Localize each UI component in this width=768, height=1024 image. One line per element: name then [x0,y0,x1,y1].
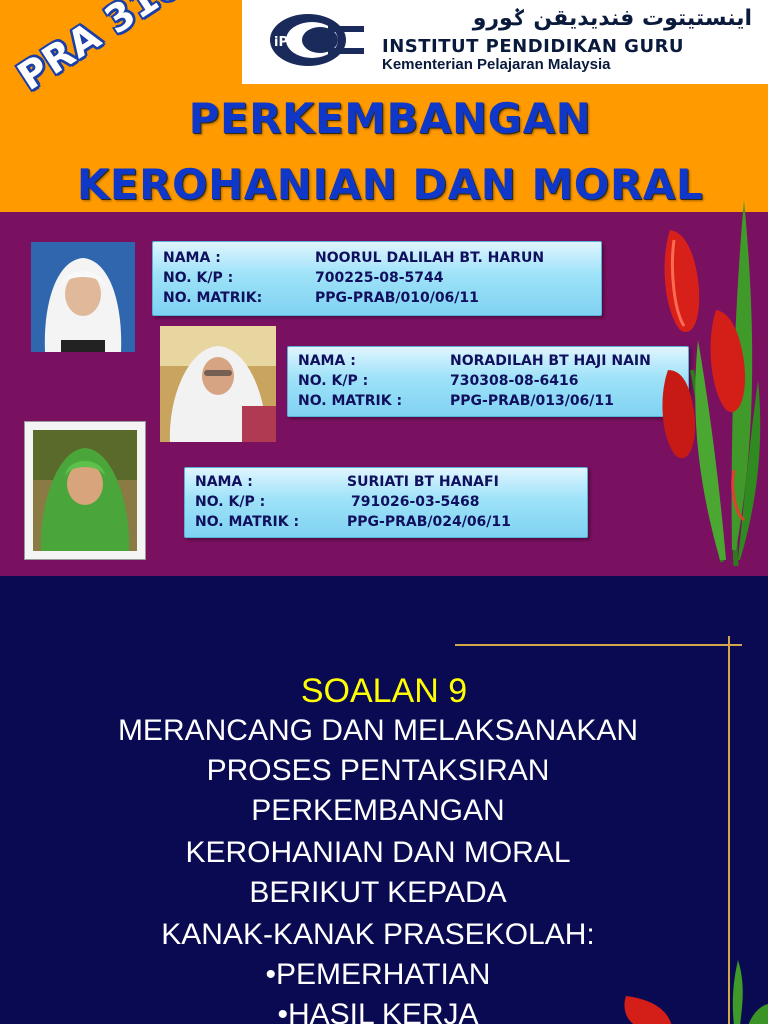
member-name: NOORUL DALILAH BT. HARUN [315,250,545,266]
name-label: NAMA : [163,250,221,266]
ic-label: NO. K/P : [298,373,369,389]
question-line: PROSES PENTAKSIRAN [206,754,550,787]
slide-title-line2: KEROHANIAN DAN MORAL [76,160,704,209]
member-info-1 [152,241,602,316]
member-name: NORADILAH BT HAJI NAIN [450,353,651,369]
member-photo-1 [31,242,135,352]
portrait-image [160,326,276,442]
ic-label: NO. K/P : [195,494,266,510]
member-photo-3 [24,421,146,560]
member-ic: 700225-08-5744 [315,270,444,286]
question-line: KEROHANIAN DAN MORAL [185,836,571,869]
member-photo-2 [160,326,276,442]
tulip-flowers-icon [620,956,768,1024]
logo-mark-text: iPG [274,35,299,50]
question-title: SOALAN 9 [300,672,468,710]
name-label: NAMA : [195,474,253,490]
member-name: SURIATI BT HANAFI [347,474,499,490]
slide-title-line1: PERKEMBANGAN [188,94,592,143]
institute-logo [242,0,768,84]
logo-subtitle: Kementerian Pelajaran Malaysia [382,56,611,73]
member-ic: 791026-03-5468 [351,494,480,510]
ipg-logo-icon [268,12,364,68]
ic-label: NO. K/P : [163,270,234,286]
question-slide [0,576,768,1024]
member-ic: 730308-08-6416 [450,373,579,389]
question-line: BERIKUT KEPADA [249,876,507,909]
question-line: •HASIL KERJA [277,998,479,1024]
member-info-3 [184,467,588,538]
matric-label: NO. MATRIK: [163,290,263,306]
question-line: KANAK-KANAK PRASEKOLAH: [161,918,595,951]
member-matric: PPG-PRAB/024/06/11 [347,514,511,530]
photo-frame [33,430,137,551]
tulip-flowers-icon [640,170,768,570]
question-line: MERANCANG DAN MELAKSANAKAN [117,714,639,747]
gold-rule-horizontal [455,644,742,646]
logo-title: INSTITUT PENDIDIKAN GURU [382,36,685,57]
name-label: NAMA : [298,353,356,369]
member-matric: PPG-PRAB/013/06/11 [450,393,614,409]
member-info-2 [287,346,689,417]
question-line: •PEMERHATIAN [265,958,491,991]
matric-label: NO. MATRIK : [298,393,403,409]
member-matric: PPG-PRAB/010/06/11 [315,290,479,306]
portrait-image [31,242,135,352]
question-line: PERKEMBANGAN [251,794,505,827]
matric-label: NO. MATRIK : [195,514,300,530]
portrait-image [33,430,137,551]
logo-arabic-text: اينستيتوت فنديديقن ݢورو [472,6,752,31]
